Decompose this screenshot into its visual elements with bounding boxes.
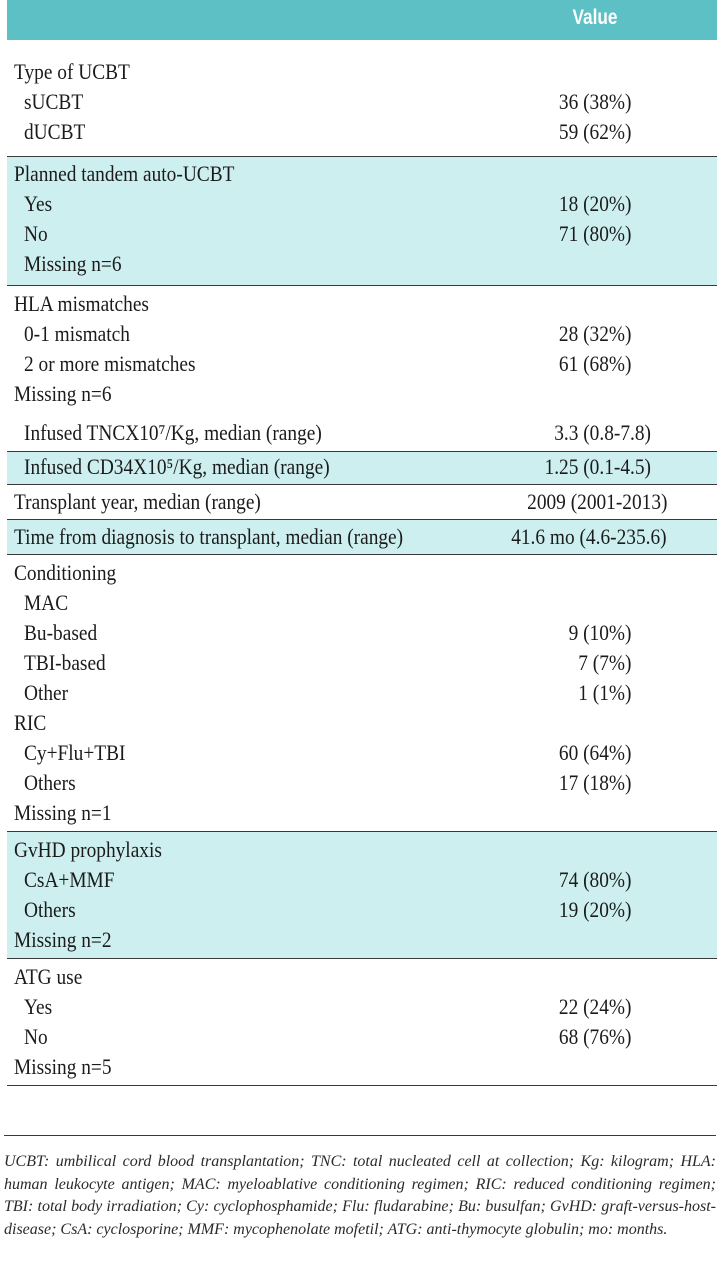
table-group [7,452,717,485]
row-value: 36 (38%) [558,89,631,114]
table-row [7,1052,717,1082]
row-label: Others [24,770,76,795]
row-label: Transplant year, median (range) [14,489,261,514]
row-label: Cy+Flu+TBI [24,740,126,765]
row-value: 3.3 (0.8-7.8) [554,420,651,445]
row-value: 68 (76%) [558,1024,631,1049]
row-label: Missing n=2 [14,927,112,952]
row-label: sUCBT [24,89,84,114]
row-value: 71 (80%) [558,221,631,246]
characteristics-table [7,0,717,1086]
table-row [7,708,717,738]
row-label: Type of UCBT [14,59,130,84]
footnote-text: UCBT: umbilical cord blood transplantation; TNC: total nucleated cell at collection; Kg: kilogram; HLA: human leukocyte antigen; MAC: myeloablative conditioning regimen; RIC: reduced conditioning regimen; TBI: total body irradiation; Cy: cyclophosphamide; Flu: fludarabine; Bu: busulfan; GvHD: graft-versus-host-disease; CsA: cyclosporine; MMF: mycophenolate mofetil; ATG: anti-thymocyte globulin; mo: months. [4,1153,716,1238]
table-row [7,925,717,955]
table-row [7,962,717,992]
row-label: ATG use [14,964,83,989]
table-row [7,588,717,618]
table-row [7,379,717,409]
row-label: Bu-based [24,620,98,645]
table-row [7,159,717,189]
row-label: Yes [24,191,53,216]
table-row [7,798,717,828]
table-group [7,485,717,520]
row-label: Missing n=5 [14,1054,112,1079]
table-row [7,558,717,588]
table-row [7,865,717,895]
table-row [7,522,717,552]
table-group [7,832,717,959]
table-row [7,1022,717,1052]
table-row [7,738,717,768]
row-label: Planned tandem auto-UCBT [14,161,235,186]
row-value: 19 (20%) [558,897,631,922]
row-value: 2009 (2001-2013) [526,489,667,514]
table-row [7,249,717,279]
row-label: No [24,1024,48,1049]
table-row [7,117,717,147]
row-label: 0-1 mismatch [24,321,130,346]
table-row [7,87,717,117]
table-row [7,219,717,249]
table-row [7,895,717,925]
row-value: 1.25 (0.1-4.5) [544,454,651,479]
row-value: 1 (1%) [577,680,631,705]
table-row [7,648,717,678]
table-body [7,40,717,1086]
row-label: TBI-based [24,650,106,675]
table-row [7,319,717,349]
row-label: RIC [14,710,47,735]
table-row [7,835,717,865]
row-label: Other [24,680,69,705]
table-row [7,487,717,517]
table-row [7,452,717,482]
row-label: MAC [24,590,69,615]
row-label: Conditioning [14,560,117,585]
row-value: 74 (80%) [558,867,631,892]
row-label: Time from diagnosis to transplant, median (range) [14,524,404,549]
row-label: GvHD prophylaxis [14,837,162,862]
row-value: 18 (20%) [558,191,631,216]
row-label: 2 or more mismatches [24,351,196,376]
table-row [7,768,717,798]
table-header [7,0,717,40]
table-group [7,40,717,157]
row-value: 28 (32%) [558,321,631,346]
row-label: CsA+MMF [24,867,115,892]
table-row [7,618,717,648]
row-label: Missing n=6 [24,251,122,276]
table-row [7,189,717,219]
table-row [7,678,717,708]
row-value: 61 (68%) [558,351,631,376]
row-value: 9 (10%) [568,620,631,645]
row-label: dUCBT [24,119,86,144]
table-group [7,157,717,286]
table-row [7,992,717,1022]
row-value: 22 (24%) [558,994,631,1019]
row-label: HLA mismatches [14,291,149,316]
row-label: Others [24,897,76,922]
table-row [7,289,717,319]
row-value: 59 (62%) [558,119,631,144]
row-label: Yes [24,994,53,1019]
row-label: No [24,221,48,246]
row-label: Missing n=6 [14,381,112,406]
row-label: Missing n=1 [14,800,112,825]
table-footnote [4,1135,716,1241]
table-group [7,959,717,1086]
row-value: 17 (18%) [558,770,631,795]
row-value: 41.6 mo (4.6-235.6) [511,524,667,549]
row-value: 60 (64%) [558,740,631,765]
table-row [7,57,717,87]
row-value: 7 (7%) [577,650,631,675]
value-column-header: Value [572,6,618,29]
table-group [7,520,717,555]
table-group [7,555,717,832]
table-row [7,418,717,448]
table-row [7,349,717,379]
table-group [7,286,717,452]
row-label: Infused TNCX10⁷/Kg, median (range) [24,420,322,445]
row-label: Infused CD34X10⁵/Kg, median (range) [24,454,330,479]
